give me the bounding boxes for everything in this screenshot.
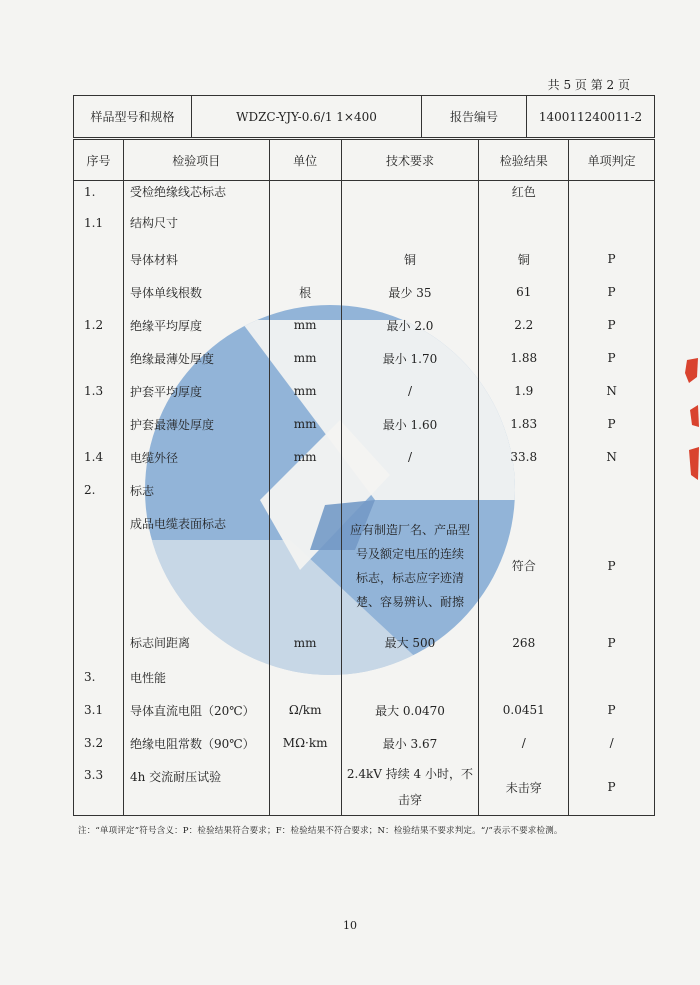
row-requirement: 最大 500: [341, 625, 479, 661]
table-row: [74, 694, 655, 727]
col-header-item: 检验项目: [123, 140, 269, 181]
row-result: 33.8: [479, 441, 569, 474]
table-row: [74, 441, 655, 474]
row-result: 1.83: [479, 408, 569, 441]
inspection-table: [73, 139, 655, 816]
row-requirement: 铜: [341, 243, 479, 276]
row-result: 61: [479, 276, 569, 309]
col-header-requirement: 技术要求: [341, 140, 479, 181]
page-number: 10: [343, 919, 357, 932]
row-no: [74, 507, 124, 625]
row-item: 绝缘最薄处厚度: [123, 342, 269, 375]
row-unit: MΩ·km: [269, 727, 341, 760]
row-requirement: [341, 661, 479, 694]
row-unit: [269, 243, 341, 276]
row-verdict: P: [569, 276, 655, 309]
row-unit: mm: [269, 441, 341, 474]
row-result: [479, 203, 569, 243]
row-item: 导体直流电阻（20℃）: [123, 694, 269, 727]
row-requirement: /: [341, 375, 479, 408]
row-verdict: [569, 474, 655, 507]
row-requirement: 最大 0.0470: [341, 694, 479, 727]
table-row: [74, 203, 655, 243]
row-item: 成品电缆表面标志: [123, 507, 269, 625]
row-item: 受检绝缘线芯标志: [123, 181, 269, 203]
row-unit: [269, 507, 341, 625]
row-no: [74, 408, 124, 441]
sample-header-table: [73, 95, 655, 138]
row-result: 268: [479, 625, 569, 661]
row-item: 标志: [123, 474, 269, 507]
row-result: [479, 661, 569, 694]
row-result: 符合: [479, 507, 569, 625]
row-item: 护套最薄处厚度: [123, 408, 269, 441]
requirement-line: 标志，标志应字迹清: [355, 570, 464, 585]
table-row: [74, 760, 655, 816]
row-no: [74, 243, 124, 276]
row-no: [74, 625, 124, 661]
row-requirement: [341, 181, 479, 203]
table-row: [74, 474, 655, 507]
row-no: [74, 342, 124, 375]
row-unit: mm: [269, 375, 341, 408]
row-result: [479, 474, 569, 507]
row-item: 标志间距离: [123, 625, 269, 661]
row-verdict: N: [569, 375, 655, 408]
row-unit: [269, 474, 341, 507]
requirement-line: 2.4kV 持续 4 小时，不: [346, 767, 474, 782]
row-requirement: 最小 1.70: [341, 342, 479, 375]
seal-fragment: [683, 355, 700, 485]
row-result: 未击穿: [479, 760, 569, 816]
row-no: 3.: [74, 661, 124, 694]
row-item: 导体单线根数: [123, 276, 269, 309]
table-row: [74, 375, 655, 408]
row-unit: mm: [269, 408, 341, 441]
row-unit: [269, 203, 341, 243]
row-no: 1.1: [74, 203, 124, 243]
row-item: 结构尺寸: [123, 203, 269, 243]
row-item: 导体材料: [123, 243, 269, 276]
row-unit: [269, 760, 341, 816]
table-header-row: [74, 140, 655, 181]
row-requirement: [341, 507, 479, 625]
row-result: 红色: [479, 181, 569, 203]
row-no: 1.3: [74, 375, 124, 408]
report-label: 报告编号: [422, 96, 527, 138]
table-row: [74, 243, 655, 276]
table-row: [74, 625, 655, 661]
row-requirement: 最小 1.60: [341, 408, 479, 441]
table-row: [74, 276, 655, 309]
row-requirement: [341, 474, 479, 507]
row-unit: mm: [269, 309, 341, 342]
row-result: 2.2: [479, 309, 569, 342]
table-row: [74, 309, 655, 342]
requirement-line: 击穿: [397, 793, 422, 808]
row-no: 3.2: [74, 727, 124, 760]
requirement-line: 号及额定电压的连续: [355, 546, 464, 561]
row-verdict: P: [569, 625, 655, 661]
table-row: [74, 507, 655, 625]
row-verdict: P: [569, 342, 655, 375]
row-no: 3.1: [74, 694, 124, 727]
requirement-line: 楚、容易辨认、耐擦: [355, 594, 464, 609]
table-row: [74, 181, 655, 203]
page-count: 共 5 页 第 2 页: [547, 78, 630, 92]
row-no: 1.4: [74, 441, 124, 474]
row-result: 1.88: [479, 342, 569, 375]
col-header-result: 检验结果: [479, 140, 569, 181]
row-verdict: [569, 661, 655, 694]
row-verdict: P: [569, 507, 655, 625]
row-verdict: P: [569, 408, 655, 441]
row-no: [74, 276, 124, 309]
row-requirement: /: [341, 441, 479, 474]
table-row: [74, 408, 655, 441]
table-row: [74, 661, 655, 694]
row-unit: Ω/km: [269, 694, 341, 727]
model-label: 样品型号和规格: [74, 96, 192, 138]
requirement-line: 应有制造厂名、产品型: [349, 522, 470, 537]
row-unit: [269, 661, 341, 694]
row-requirement: [341, 760, 479, 816]
row-verdict: P: [569, 694, 655, 727]
row-verdict: P: [569, 309, 655, 342]
row-unit: [269, 181, 341, 203]
row-result: 铜: [479, 243, 569, 276]
row-result: 0.0451: [479, 694, 569, 727]
row-no: 3.3: [74, 760, 124, 816]
row-unit: mm: [269, 342, 341, 375]
row-no: 2.: [74, 474, 124, 507]
model-value: WDZC-YJY-0.6/1 1×400: [192, 96, 422, 138]
row-unit: mm: [269, 625, 341, 661]
row-requirement: 最小 3.67: [341, 727, 479, 760]
row-item: 绝缘电阻常数（90℃）: [123, 727, 269, 760]
report-value: 140011240011-2: [527, 96, 655, 138]
row-no: 1.2: [74, 309, 124, 342]
row-requirement: 最少 35: [341, 276, 479, 309]
row-item: 电性能: [123, 661, 269, 694]
row-verdict: /: [569, 727, 655, 760]
footnote: 注：“单项评定”符号含义：P：检验结果符合要求；F：检验结果不符合要求；N：检验结果不要求判定。“/”表示不要求检测。: [78, 826, 563, 836]
row-result: 1.9: [479, 375, 569, 408]
row-verdict: P: [569, 760, 655, 816]
row-item: 电缆外径: [123, 441, 269, 474]
col-header-verdict: 单项判定: [569, 140, 655, 181]
row-item: 4h 交流耐压试验: [123, 760, 269, 816]
row-verdict: N: [569, 441, 655, 474]
row-verdict: [569, 181, 655, 203]
table-row: [74, 727, 655, 760]
table-row: [74, 342, 655, 375]
row-unit: 根: [269, 276, 341, 309]
row-verdict: P: [569, 243, 655, 276]
row-requirement: [341, 203, 479, 243]
row-item: 绝缘平均厚度: [123, 309, 269, 342]
row-no: 1.: [74, 181, 124, 203]
row-result: /: [479, 727, 569, 760]
row-verdict: [569, 203, 655, 243]
col-header-no: 序号: [74, 140, 124, 181]
row-item: 护套平均厚度: [123, 375, 269, 408]
row-requirement: 最小 2.0: [341, 309, 479, 342]
col-header-unit: 单位: [269, 140, 341, 181]
